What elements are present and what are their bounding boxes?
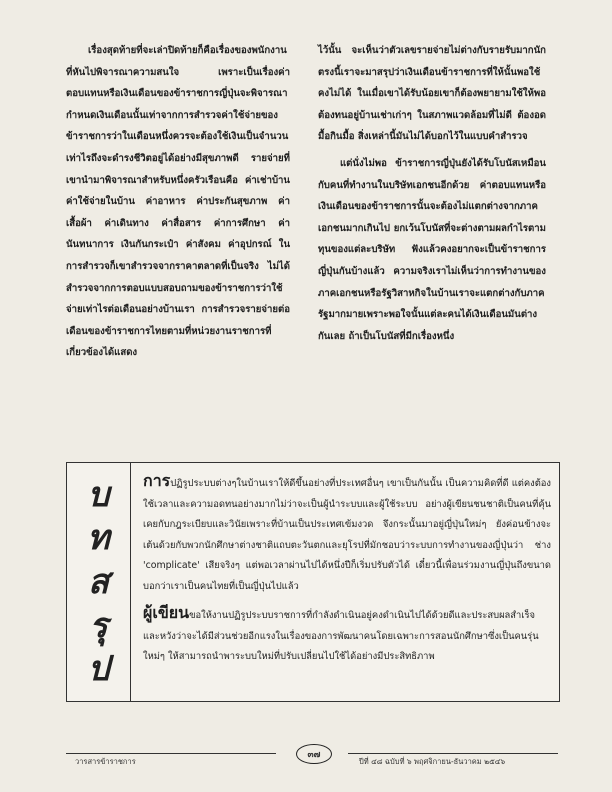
left-column (66, 40, 290, 364)
side-title-char-2: ท (87, 518, 110, 559)
side-title-char-5: ป (87, 649, 110, 690)
left-paragraph: เรื่องสุดท้ายที่จะเล่าปิดท้ายก็คือเรื่องของพนักงานที่หันไปพิจารณาความสนใจ เพราะเป็นเรื่องค่าตอบแทนหรือเงินเดือนของข้าราชการญี่ปุ่นจะพิจารณากำหนดเงินเดือนนั้นเท่าจากการสำรวจค่าใช้จ่ายของข้าราชการว่าในเดือนหนึ่งควรจะต้องใช้เงินเป็นจำนวนเท่าไรถึงจะดำรงชีวิตอยู่ได้อย่างมีสุขภาพดี รายจ่ายที่เขานำมาพิจารณาสำหรับหนึ่งครัวเรือนคือ ค่าเช่าบ้าน ค่าใช้จ่ายในบ้าน ค่าอาหาร ค่าประกันสุขภาพ ค่าเสื้อผ้า ค่าเดินทาง ค่าสื่อสาร ค่าการศึกษา ค่านันทนาการ เงินกันกระเป๋า ค่าสังคม ค่าอุปกรณ์ ในการสำรวจก็เขาสำรวจจากราคาตลาดที่เป็นจริง ไม่ได้สำรวจจากการตอบแบบสอบถามของข้าราชการว่าใช้จ่ายเท่าไรต่อเดือนอย่างบ้านเรา การสำรวจรายจ่ายต่อเดือนของข้าราชการไทยตามที่หน่วยงานราชการที่เกี่ยวข้องได้แสดง (66, 45, 290, 359)
footer-issue: ปีที่ ๔๘ ฉบับที่ ๖ พฤศจิกายน-ธันวาคม ๒๕๔๖ (356, 756, 508, 768)
right-column (318, 40, 546, 347)
summary-box (66, 462, 560, 702)
side-title-char-3: ส (88, 561, 109, 602)
page-number: ๓๗ (296, 744, 332, 764)
summary-lead-1: การ (143, 471, 171, 490)
summary-text-1: ปฏิรูประบบต่างๆในบ้านเราให้ดีขึ้นอย่างที่ประเทศอื่นๆ เขาเป็นกันนั้น เป็นความคิดที่ดี แต่คงต้องใช้เวลาและความอดทนอย่างมากไม่ว่าจะเป็นผู้นำระบบและผู้ใช้ระบบ อย่างผู้เขียนชนชาติเป็นคนที่คุ้นเคยกับกฎระเบียบและวินัยเพราะที่บ้านเป็นประเทศเข้มงวด จึงกระนั้นมาอยู่ญี่ปุ่นใหม่ๆ ยังค่อนข้างจะเต้นด้วยกับพวกนักศึกษาต่างชาติแถบตะวันตกและยุโรปที่มักชอบว่าระบบการทำงานของญี่ปุ่นว่า ช่าง 'complicate' เสียจริงๆ แต่พอเวลาผ่านไปได้หนึ่งปีก็เริ่มปรับตัวได้ เดี๋ยวนี้เพื่อนร่วมงานญี่ปุ่นถึงขนาดบอกว่าเราเป็นคนไทยที่เป็นญี่ปุ่นไปแล้ว (143, 478, 551, 592)
side-title-char-1: บ (87, 474, 110, 515)
summary-side-title (67, 463, 131, 701)
summary-body (143, 471, 551, 668)
page-footer (66, 744, 558, 764)
right-paragraph-2: แต่นั่งไม่พอ ข้าราชการญี่ปุ่นยังได้รับโบนัสเหมือนกับคนที่ทำงานในบริษัทเอกชนอีกด้วย ค่าตอบแทนหรือเงินเดือนของข้าราชการนั้นจะต้องไม่แตกต่างจากภาคเอกชนมากเกินไป ยกเว้นโบนัสที่จะต่างตามผลกำไรตามทุนของแต่ละบริษัท ฟังแล้วคงอยากจะเป็นข้าราชการญี่ปุ่นกันบ้างแล้ว ความจริงเราไม่เห็นว่าการทำงานของภาคเอกชนหรือรัฐวิสาหกิจในบ้านเราจะแตกต่างกับภาครัฐมากมายเพราะพอใจนั้นแต่ละคนได้เงินเดือนมันต่างกันเลย ถ้าเป็นโบนัสที่มีกเรื่องหนึ่ง (318, 157, 546, 342)
summary-paragraph-1 (143, 471, 551, 597)
side-title-char-4: รุ (89, 605, 108, 646)
right-paragraph-1: ไว้นั้น จะเห็นว่าตัวเลขรายจ่ายไม่ต่างกับรายรับมากนัก ตรงนี้เราจะมาสรุปว่าเงินเดือนข้าราชการที่ให้นั้นพอใช้คงไม่ได้ ในเมื่อเขาได้รับน้อยเขาก็ต้องพยายามใช้ให้พอ ต้องทนอยู่บ้านเช่าเก่าๆ ในสภาพแวดล้อมที่ไม่ดี ต้องอดมื้อกินมื้อ สิ่งเหล่านี้มันไม่ได้บอกไว้ในแบบคำสำรวจ (318, 45, 546, 143)
summary-text-2: ขอให้งานปฏิรูประบบราชการที่กำลังดำเนินอยู่คงดำเนินไปได้ด้วยดีและประสบผลสำเร็จ และหวังว่าจะได้มีส่วนช่วยอีกแรงในเรื่องของการพัฒนาคนโดยเฉพาะการสอนนักศึกษาซึ่งเป็นคนรุ่นใหม่ๆ ให้สามารถนำพาระบบใหม่ที่ปรับเปลี่ยนไปใช้ได้อย่างมีประสิทธิภาพ (143, 610, 539, 662)
footer-rule-left (66, 753, 276, 754)
footer-publication: วารสารข้าราชการ (72, 756, 139, 768)
summary-lead-2: ผู้เขียน (143, 603, 190, 622)
footer-rule-right (348, 753, 558, 754)
summary-paragraph-2 (143, 603, 551, 668)
